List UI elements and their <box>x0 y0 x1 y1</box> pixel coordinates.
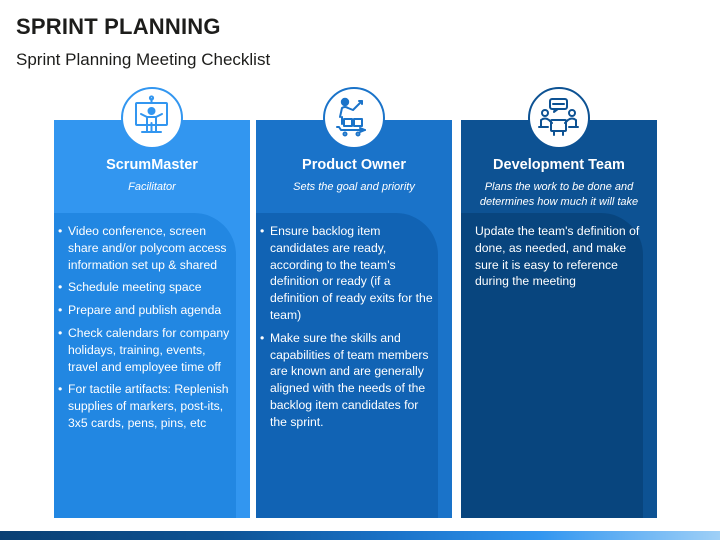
product-owner-role: Sets the goal and priority <box>293 181 415 193</box>
product-owner-header <box>256 156 452 195</box>
scrummaster-header <box>54 156 250 195</box>
scrummaster-card <box>54 120 250 518</box>
bottom-gradient-bar <box>0 531 720 540</box>
presenter-board-icon <box>121 87 183 149</box>
page-subtitle: Sprint Planning Meeting Checklist <box>16 50 271 69</box>
list-item: • Prepare and publish agenda <box>58 302 236 319</box>
development-team-role: Plans the work to be done and determines how much it will take <box>479 181 639 208</box>
development-team-name: Development Team <box>493 157 625 173</box>
scrummaster-role: Facilitator <box>128 181 176 193</box>
page-title: SPRINT PLANNING <box>16 14 221 39</box>
development-team-text: Update the team's definition of done, as needed, and make sure it is easy to reference during the meeting <box>475 224 640 289</box>
list-item: • Schedule meeting space <box>58 279 236 296</box>
scrummaster-checklist <box>58 223 236 438</box>
team-meeting-icon <box>528 87 590 149</box>
list-item: • Video conference, screen share and/or polycom access information set up & shared <box>58 223 236 273</box>
product-owner-cart-icon <box>323 87 385 149</box>
product-owner-checklist <box>260 223 438 437</box>
list-item: • Check calendars for company holidays, training, events, travel and employee time off <box>58 325 236 375</box>
product-owner-name: Product Owner <box>302 157 406 173</box>
list-item: • For tactile artifacts: Replenish supplies of markers, post-its, 3x5 cards, pens, pins, etc <box>58 381 236 431</box>
list-item: • Make sure the skills and capabilities of team members are known and are generally aligned with the needs of the backlog item candidates for the sprint. <box>260 330 438 431</box>
development-team-header <box>461 156 657 210</box>
product-owner-card <box>256 120 452 518</box>
list-item: • Ensure backlog item candidates are ready, according to the team's definition or ready (if a definition of ready exits for the team) <box>260 223 438 324</box>
scrummaster-name: ScrumMaster <box>106 157 198 173</box>
development-team-card <box>461 120 657 518</box>
